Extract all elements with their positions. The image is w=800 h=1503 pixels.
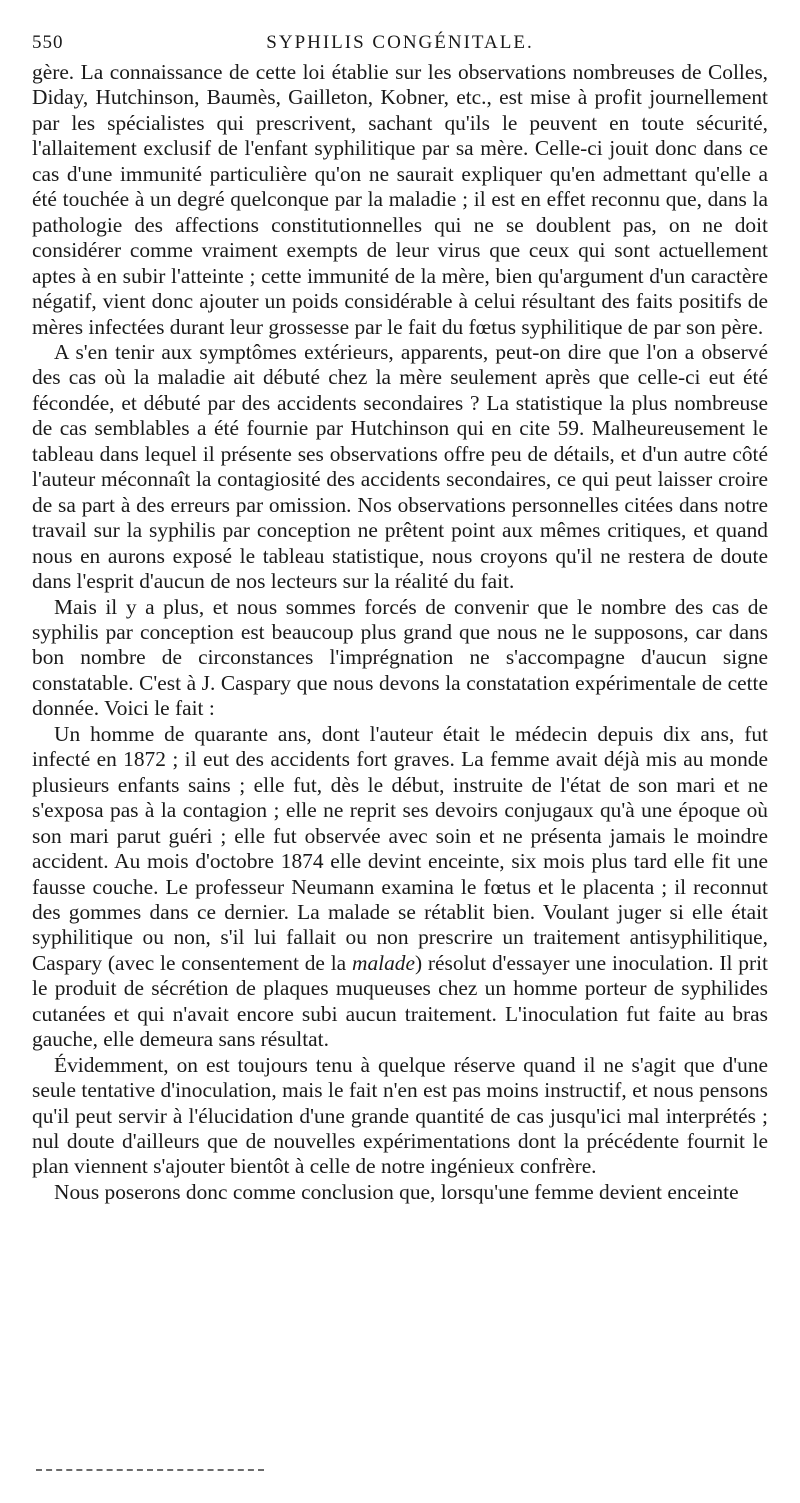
paragraph-5: Évidemment, on est toujours tenu à quelque réserve quand il ne s'agit que d'une seule tentative d'inoculation, mais le fait n'en est pas moins instructif, et nous pensons qu'il peut servir à l'élucidation d'une grande quantité de cas jusqu'ici mal interprétés ; nul doute d'ailleurs que de nouvelles expérimentations dont la précédente fournit le plan viennent s'ajouter bientôt à celle de notre ingénieux confrère. [32,1052,768,1179]
paragraph-1: gère. La connaissance de cette loi établie sur les observations nombreuses de Colles, Diday, Hutchinson, Baumès, Gailleton, Kobner, etc., est mise à profit journellement par les spécialistes qui prescrivent, sachant qu'ils le peuvent en toute sécurité, l'allaitement exclusif de l'enfant syphilitique par sa mère. Celle-ci jouit donc dans ce cas d'une immunité particulière qu'on ne saurait expliquer qu'en admettant qu'elle a été touchée à un degré quelconque par la maladie ; il est en effet reconnu que, dans la pathologie des affections constitutionnelles qui ne se doublent pas, on ne doit considérer comme vraiment exempts de leur virus que ceux qui sont actuellement aptes à en subir l'atteinte ; cette immunité de la mère, bien qu'argument d'un caractère négatif, vient donc ajouter un poids considérable à celui résultant des faits positifs de mères infectées durant leur grossesse par le fait du fœtus syphilitique de par son père. [32,60,768,339]
paragraph-3: Mais il y a plus, et nous sommes forcés de convenir que le nombre des cas de syphilis par conception est beaucoup plus grand que nous ne le supposons, car dans bon nombre de circonstances l'imprégnation ne s'accompagne d'aucun signe constatable. C'est à J. Caspary que nous devons la constatation expérimentale de cette donnée. Voici le fait : [32,594,768,721]
book-page [32,26,768,1205]
page-number: 550 [32,32,64,53]
body-text [32,60,768,1205]
paragraph-4-case-report [32,722,768,1053]
italic-word: malade [352,950,415,975]
footer-rule [36,1469,264,1471]
running-head [32,26,768,60]
paragraph-6: Nous poserons donc comme conclusion que, lorsqu'une femme devient enceinte [54,1179,739,1204]
running-title: SYPHILIS CONGÉNITALE. [266,32,534,53]
case-report-text-start: Un homme de quarante ans, dont l'auteur était le médecin depuis dix ans, fut infecté en 1872 ; il eut des accidents fort graves. La femme avait déjà mis au monde plusieurs enfants sains ; elle fut, dès le début, instruite de l'état de son mari et ne s'exposa pas à la contagion ; elle ne reprit ses devoirs conjugaux qu'à une époque où son mari parut guéri ; elle fut observée avec soin et ne présenta jamais le moindre accident. Au mois d'octobre 1874 elle devint enceinte, six mois plus tard elle fit une fausse couche. Le professeur Neumann examina le fœtus et le placenta ; il reconnut des gommes dans ce dernier. La malade se rétablit bien. Voulant juger si elle était syphilitique ou non, s'il lui fallait ou non prescrire un traitement antisyphilitique, Caspary (avec le consentement de la [32,721,768,975]
paragraph-2: A s'en tenir aux symptômes extérieurs, apparents, peut-on dire que l'on a observé des cas où la maladie ait débuté chez la mère seulement après que celle-ci eut été fécondée, et débuté par des accidents secondaires ? La statistique la plus nombreuse de cas semblables a été fournie par Hutchinson qui en cite 59. Malheureusement le tableau dans lequel il présente ses observations offre peu de détails, et d'un autre côté l'auteur méconnaît la contagiosité des accidents secondaires, ce qui peut laisser croire de sa part à des erreurs par omission. Nos observations personnelles citées dans notre travail sur la syphilis par conception ne prêtent point aux mêmes critiques, et quand nous en aurons exposé le tableau statistique, nous croyons qu'il ne restera de doute dans l'esprit d'aucun de nos lecteurs sur la réalité du fait. [32,339,768,594]
case-report-text-end: ) résolut d'essayer une inoculation. Il prit le produit de sécrétion de plaques muqueuses chez un homme porteur de syphilides cutanées et qui n'avait encore subi aucun traitement. L'inoculation fut faite au bras gauche, elle demeura sans résultat. [32,950,768,1052]
